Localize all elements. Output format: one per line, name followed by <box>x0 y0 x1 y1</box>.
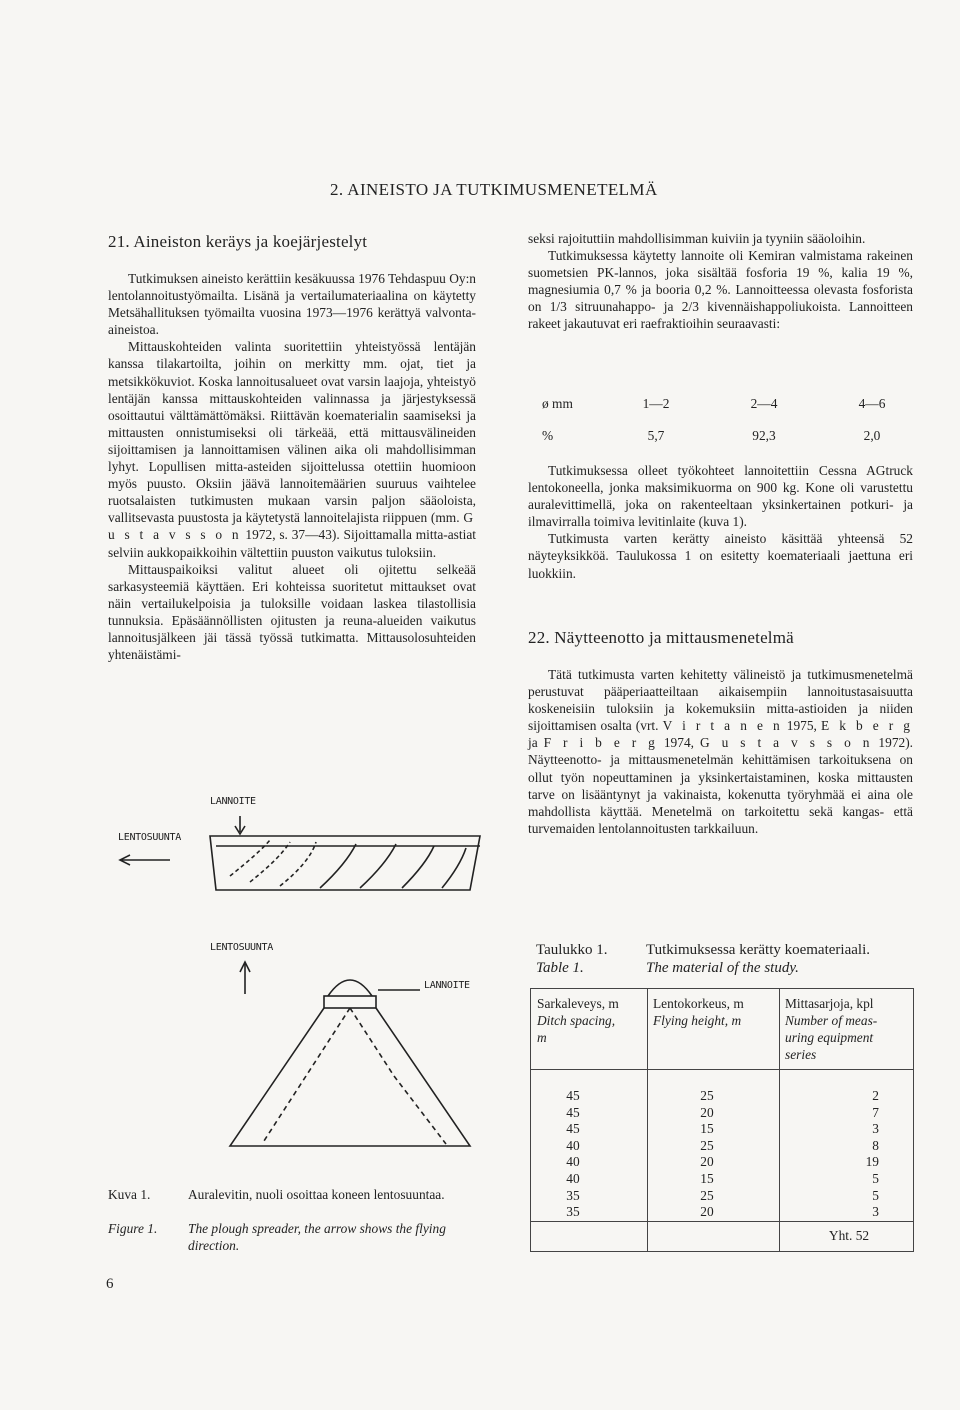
paragraph-text: Tätä tutkimusta varten kehitetty välineistö ja tutkimusmenetelmä perustuvat pääperiaatteiltaan aikaisempiin lannoitustasaisuutta koskeneisiin tuloksiin ja kokemuksiin mitta-astioiden ja niiden sijoittamisen osalta (vrt. <box>528 667 913 734</box>
table-label-en: Table 1. <box>536 960 584 976</box>
table-cell: 25 <box>700 1088 714 1103</box>
figure-caption-en <box>108 1220 488 1254</box>
section-22-title: 22. Näytteenotto ja mittausmenetelmä <box>528 628 794 647</box>
right-column-mid <box>528 462 913 582</box>
header-en: Ditch spacing, <box>537 1013 616 1028</box>
header-en: Flying height, m <box>653 1013 742 1028</box>
figure-caption-text-fi: Auralevitin, nuoli osoittaa koneen lentosuuntaa. <box>188 1187 445 1202</box>
fraction-cell: 2—4 <box>750 396 778 411</box>
table-cell: 45 <box>566 1088 580 1103</box>
spreader-top-view <box>210 956 480 1176</box>
paragraph: Tutkimuksessa olleet työkohteet lannoitettiin Cessna AGtruck lentokoneella, jonka maksimikuorma on 900 kg. Kone oli varustettu auralevittimellä, joka on rakenteeltaan yksinkertainen potkuri- ja ilmavirralla toimiva levitinlaite (kuva 1). <box>528 463 913 530</box>
fraction-cell: 1—2 <box>642 396 670 411</box>
table-title-fi <box>536 942 870 959</box>
right-column-top <box>528 230 913 333</box>
spreader-trapezoid <box>230 1008 470 1146</box>
citation-virtanen: V i r t a n e n <box>662 718 783 734</box>
table-cell: 25 <box>700 1187 714 1203</box>
table-row <box>531 1137 913 1154</box>
table-cell: 35 <box>566 1187 580 1203</box>
citation-friberg: F r i b e r g <box>543 735 658 751</box>
paragraph: Tutkimuksessa käytetty lannoite oli Kemiran valmistama rakeinen suometsien PK-lannos, joka sisältää fosforia 19 %, kalia 19 %, magnesiumia 0,7 % ja booria 0,2 %. Lannoitteessa olevasta fosforista on 1/3 sitruunahappo- ja 2/3 kivennäishappoliukoista. Lannoitteen rakeet jakautuvat eri raefraktioihin seuraavasti: <box>528 248 913 332</box>
vane-line <box>402 846 434 888</box>
paragraph <box>108 338 476 560</box>
spread-line <box>280 842 316 886</box>
fraction-row-percent <box>528 420 928 452</box>
figure-label-en: Figure 1. <box>108 1221 158 1236</box>
table-cell: 45 <box>566 1104 580 1120</box>
paragraph: Tutkimuksen aineisto kerättiin kesäkuussa 1976 Tehdaspuu Oy:n lentolannoitustyömailta. Lisänä ja vertailumateriaalina on käytetty Metsähallituksen työmailta vuosina 1973—1976 kerättyä valvonta-aineistoa. <box>108 271 476 338</box>
table-row <box>531 1187 913 1204</box>
figure-caption-text-en: The plough spreader, the arrow shows the flying direction. <box>188 1221 446 1253</box>
fraction-cell: 92,3 <box>752 428 776 443</box>
spreader-side-view <box>110 812 490 892</box>
citation-gustavsson: G u s t a v s s o n <box>699 735 873 751</box>
table-header-col3 <box>785 995 911 1063</box>
paragraph-text: 1975, <box>782 718 821 734</box>
fraction-table <box>528 388 928 452</box>
table-cell: 25 <box>700 1137 714 1153</box>
paragraph: Mittauspaikoiksi valitut alueet oli ojitettu selkeää sarkasysteemiä käyttäen. Eri kohteissa suoritetut mittaukset ovat näin vertailukelpoisia ja tuloksille voidaan laskea tilastollisia tunnuksia. Epäsäännöllisten ojitusten ja reuna-alueiden vaikutus lannoitusjälkeen jäi tässä työssä tutkimatta. Mittausolosuhteiden yhtenäistämi- <box>108 561 476 663</box>
material-table <box>530 988 914 1252</box>
fraction-cell: 4—6 <box>858 396 886 411</box>
table-total: Yht. 52 <box>828 1228 870 1243</box>
table-row <box>531 1120 913 1137</box>
figure-label-lannoite-top: LANNOITE <box>210 796 256 807</box>
chapter-title: 2. AINEISTO JA TUTKIMUSMENETELMÄ <box>330 180 658 199</box>
table-cell: 20 <box>700 1154 714 1170</box>
header-en: Number of meas- <box>785 1013 878 1028</box>
table-cell: 35 <box>566 1204 580 1220</box>
header-en: series <box>785 1047 817 1062</box>
figure-caption-fi <box>108 1186 488 1203</box>
spreader-dome <box>328 980 372 996</box>
table-row <box>531 1104 913 1121</box>
table-label-fi: Taulukko 1. <box>536 942 608 958</box>
table-cell: 7 <box>872 1104 879 1120</box>
header-en: m <box>537 1030 547 1045</box>
figure-label-lentosuunta-top: LENTOSUUNTA <box>118 832 181 843</box>
table-cell: 19 <box>865 1154 879 1170</box>
table-header-col2 <box>653 995 779 1029</box>
table-cell: 45 <box>566 1121 580 1137</box>
fraction-cell: ø mm <box>542 396 573 411</box>
table-row <box>531 1170 913 1187</box>
table-cell: 15 <box>700 1170 714 1186</box>
table-header-col1 <box>537 995 645 1046</box>
section-21-title: 21. Aineiston keräys ja koejärjestelyt <box>108 232 368 251</box>
spreader-hopper <box>324 996 376 1008</box>
table-cell: 40 <box>566 1137 580 1153</box>
table-cell: 20 <box>700 1104 714 1120</box>
citation-ekberg: E k b e r g <box>820 718 913 734</box>
spread-line <box>394 1076 446 1144</box>
page-number: 6 <box>106 1276 114 1292</box>
table-cell: 3 <box>872 1204 879 1220</box>
vane-line <box>360 844 396 888</box>
left-column <box>108 270 476 663</box>
table-row <box>531 1153 913 1170</box>
spread-line <box>262 1076 306 1144</box>
section-22-text <box>528 666 913 837</box>
paragraph-tail: 1972, s. 37—43). Sijoittamalla mitta-astiat selviin aukkopaikkoihin vältettiin puuston vaikutus tuloksiin. <box>108 527 476 560</box>
spread-line <box>250 842 290 882</box>
spread-line <box>306 1008 350 1076</box>
figure-label-lannoite-bottom: LANNOITE <box>424 980 470 991</box>
figure-label-lentosuunta-bottom: LENTOSUUNTA <box>210 942 273 953</box>
table-cell: 15 <box>700 1121 714 1137</box>
header-fi: Mittasarjoja, kpl <box>785 996 874 1011</box>
table-body <box>531 1087 913 1220</box>
vane-line <box>442 848 466 888</box>
paragraph: Tutkimusta varten kerätty aineisto käsittää yhteensä 52 näyteyksikköä. Taulukossa 1 on esitetty koemateriaali jaettuna eri luokkiin. <box>528 531 913 581</box>
table-cell: 40 <box>566 1170 580 1186</box>
fraction-row-size <box>528 388 928 420</box>
table-title-en <box>536 960 799 977</box>
table-cell: 5 <box>872 1170 879 1186</box>
spread-line <box>350 1008 394 1076</box>
header-en: uring equipment <box>785 1030 874 1045</box>
table-cell: 8 <box>872 1137 879 1153</box>
table-title-text-en: The material of the study. <box>646 960 799 976</box>
header-fi: Lentokorkeus, m <box>653 996 744 1011</box>
paragraph-text: 1974, <box>657 735 700 751</box>
citation-gustavsson: G u s t a v s s o n <box>108 510 476 543</box>
table-cell: 3 <box>872 1121 879 1137</box>
paragraph <box>528 666 913 837</box>
fraction-cell: 2,0 <box>863 428 881 443</box>
paragraph-text: ja <box>528 735 544 751</box>
paragraph-text: 1972). Näytteenotto- ja mittausmenetelmän kehittämisen tarkoituksena on ollut työn nopeuttaminen ja yksinkertaistaminen, koska mittausten tarve on lisääntynyt ja vakinaista, kokenutta työryhmää ei aina ole mahdollista käyttää. Menetelmä on tarkoitettu sekä kangas- että turvemaiden lentolannoitusten tarkkailuun. <box>528 735 914 836</box>
table-row <box>531 1203 913 1220</box>
table-title-text-fi: Tutkimuksessa kerätty koemateriaali. <box>646 942 870 958</box>
figure-label-fi: Kuva 1. <box>108 1187 151 1202</box>
fraction-cell: % <box>542 428 554 443</box>
table-cell: 2 <box>872 1088 879 1103</box>
paragraph-text: Mittauskohteiden valinta suoritettiin yhteistyössä lentäjän kanssa tilakartoilta, joihin on merkitty mm. ojat, tiet ja metsikkökuviot. Koska lannoitusalueet ovat varsin laajoja, yhteistyö lentäjän kanssa mittauskohteiden valinnassa ja järjestyksessä osoittautui välttämättömäksi. Riittävän koematerialin saamiseksi ja mittausten onnistumiseksi oli tärkeää, että mittausvälineiden sijoittamisen ja lannoittamisen välinen aika oli mahdollisimman lyhyt. Lopullisen mitta-asteiden sijoittelussa otettiin huomioon myös puusto. Oksiin jäävä lannoitemäärien suuruus vaihtelee ruotsalaisten tutkimusten mukaan varsin paljon sääoloista, vallitsevasta puustosta ja käytetystä lannoitelajista riippuen (mm. <box>108 339 476 526</box>
paragraph: seksi rajoituttiin mahdollisimman kuiviin ja tyyniin sääoloihin. <box>528 231 866 246</box>
header-fi: Sarkaleveys, m <box>537 996 619 1011</box>
vane-line <box>320 844 356 888</box>
fraction-cell: 5,7 <box>647 428 665 443</box>
table-cell: 20 <box>700 1204 714 1220</box>
table-cell: 5 <box>872 1187 879 1203</box>
table-row <box>531 1087 913 1104</box>
table-cell: 40 <box>566 1154 580 1170</box>
